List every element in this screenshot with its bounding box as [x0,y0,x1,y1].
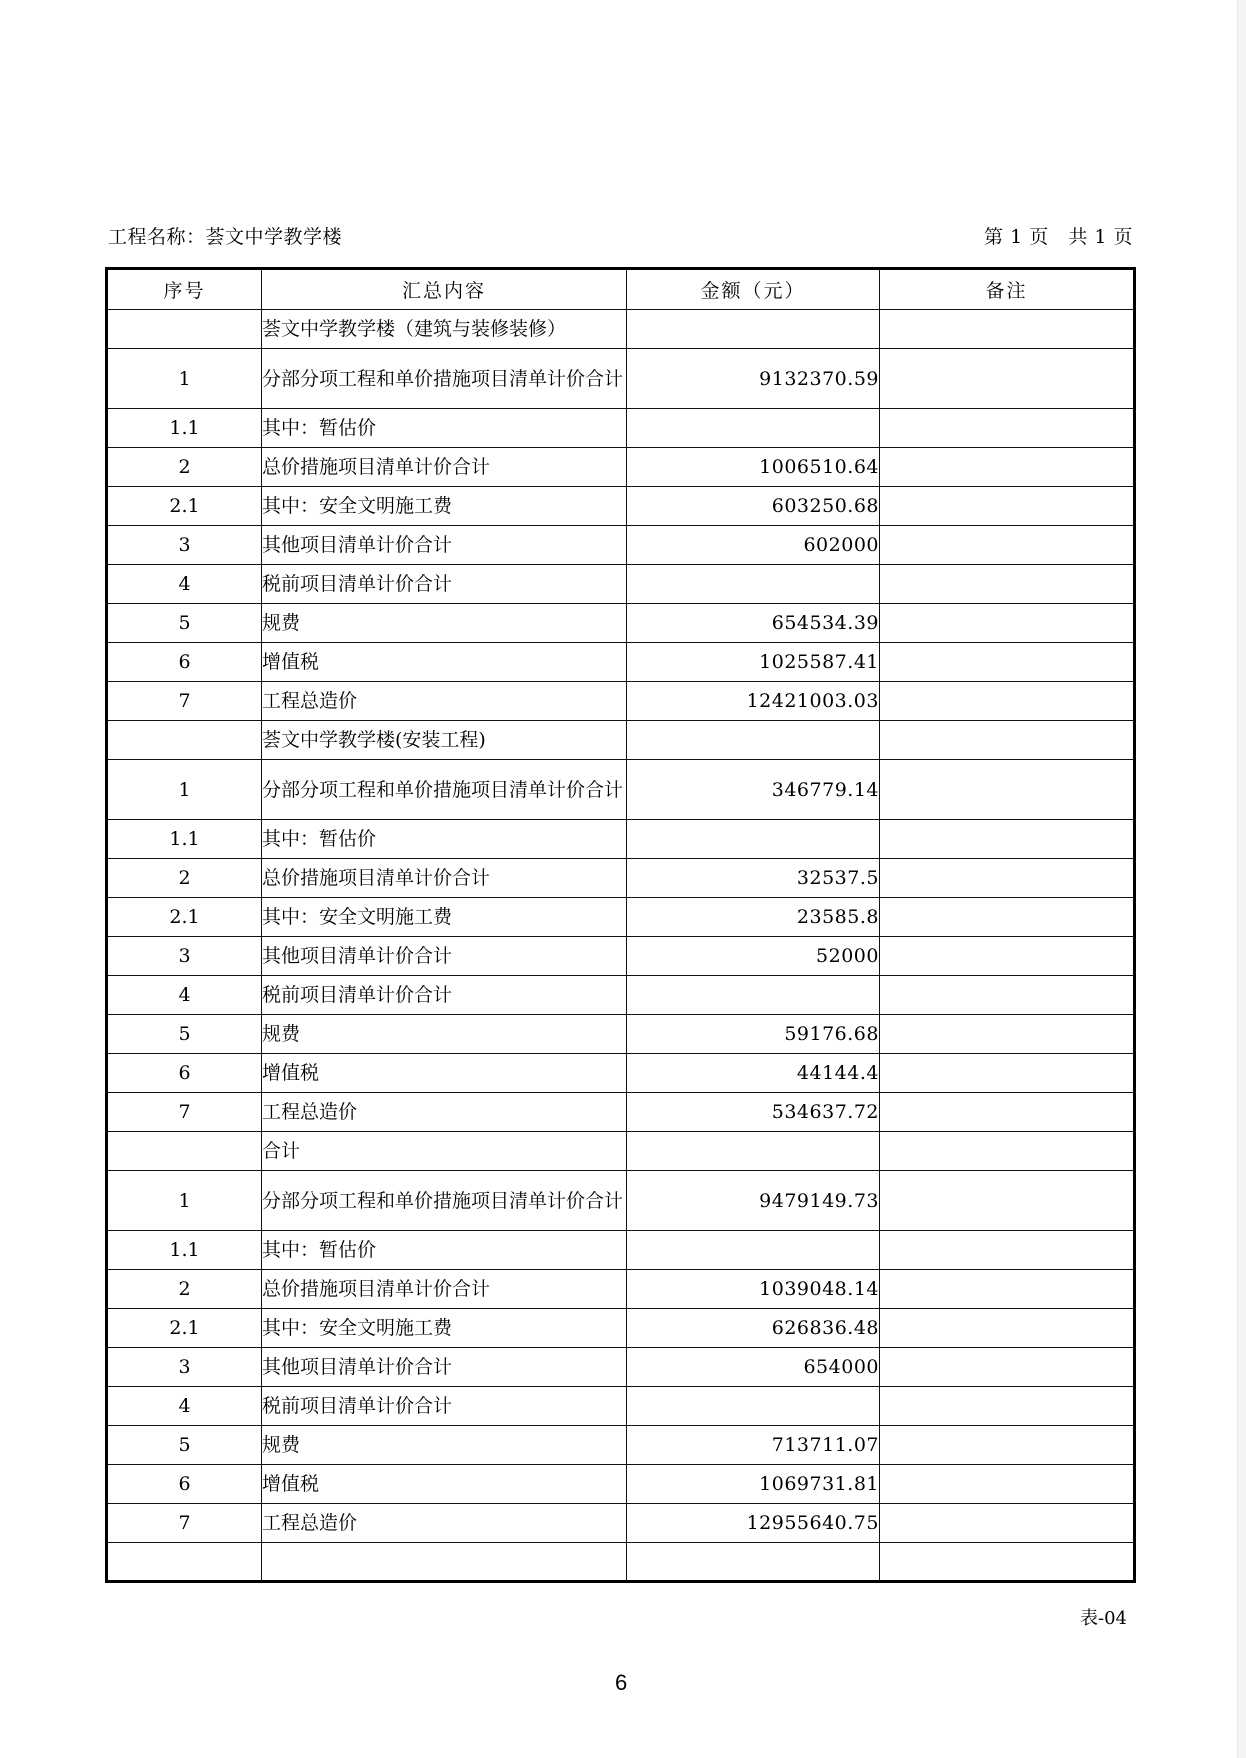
table-row [107,760,1135,820]
content-cell: 其中：暂估价 [262,409,627,448]
seq-cell: 5 [107,604,262,643]
seq-cell: 2.1 [107,487,262,526]
amount-cell: 9132370.59 [627,349,880,409]
seq-cell: 7 [107,1504,262,1543]
seq-cell: 7 [107,1093,262,1132]
table-row [107,1426,1135,1465]
remark-cell [880,976,1135,1015]
amount-cell: 59176.68 [627,1015,880,1054]
table-row [107,682,1135,721]
remark-cell [880,1348,1135,1387]
remark-cell [880,1426,1135,1465]
remark-cell [880,820,1135,859]
table-row [107,1231,1135,1270]
amount-cell: 534637.72 [627,1093,880,1132]
content-cell: 合计 [262,1132,627,1171]
remark-cell [880,349,1135,409]
remark-cell [880,1231,1135,1270]
remark-cell [880,1387,1135,1426]
seq-cell: 2.1 [107,898,262,937]
column-header-remark: 备注 [880,269,1135,310]
table-row [107,898,1135,937]
amount-cell: 1006510.64 [627,448,880,487]
remark-cell [880,409,1135,448]
amount-cell [627,721,880,760]
remark-cell [880,721,1135,760]
seq-cell: 1 [107,1171,262,1231]
column-header-seq: 序号 [107,269,262,310]
seq-cell: 1.1 [107,409,262,448]
remark-cell [880,682,1135,721]
seq-cell [107,1132,262,1171]
remark-cell [880,859,1135,898]
column-header-amount: 金额（元） [627,269,880,310]
table-row [107,1387,1135,1426]
remark-cell [880,526,1135,565]
amount-cell: 12421003.03 [627,682,880,721]
content-cell: 规费 [262,604,627,643]
content-cell: 其中：安全文明施工费 [262,898,627,937]
seq-cell: 4 [107,1387,262,1426]
content-cell: 其中：暂估价 [262,820,627,859]
remark-cell [880,565,1135,604]
table-row [107,721,1135,760]
content-cell: 总价措施项目清单计价合计 [262,859,627,898]
content-cell: 税前项目清单计价合计 [262,1387,627,1426]
table-row [107,1093,1135,1132]
table-row [107,349,1135,409]
seq-cell: 5 [107,1015,262,1054]
seq-cell: 3 [107,526,262,565]
seq-cell: 2 [107,859,262,898]
amount-cell: 626836.48 [627,1309,880,1348]
remark-cell [880,898,1135,937]
table-row [107,1054,1135,1093]
table-row [107,1270,1135,1309]
content-cell: 规费 [262,1015,627,1054]
remark-cell [880,448,1135,487]
table-row [107,643,1135,682]
amount-cell: 346779.14 [627,760,880,820]
table-row [107,820,1135,859]
table-header-row [107,269,1135,310]
content-cell: 工程总造价 [262,1093,627,1132]
seq-cell: 7 [107,682,262,721]
form-code: 表-04 [1080,1608,1127,1629]
table-row [107,448,1135,487]
page-edge [1237,0,1246,1758]
remark-cell [880,1543,1135,1582]
content-cell: 荟文中学教学楼（建筑与装修装修） [262,310,627,349]
seq-cell: 1.1 [107,820,262,859]
amount-cell [627,1543,880,1582]
column-header-content: 汇总内容 [262,269,627,310]
amount-cell [627,820,880,859]
table-row [107,565,1135,604]
remark-cell [880,1171,1135,1231]
content-cell: 工程总造价 [262,682,627,721]
seq-cell: 5 [107,1426,262,1465]
seq-cell: 2.1 [107,1309,262,1348]
table-row [107,409,1135,448]
remark-cell [880,643,1135,682]
content-cell: 其中：暂估价 [262,1231,627,1270]
content-cell: 总价措施项目清单计价合计 [262,1270,627,1309]
seq-cell: 6 [107,643,262,682]
content-cell: 其中：安全文明施工费 [262,487,627,526]
amount-cell: 9479149.73 [627,1171,880,1231]
remark-cell [880,1270,1135,1309]
content-cell: 税前项目清单计价合计 [262,976,627,1015]
amount-cell: 12955640.75 [627,1504,880,1543]
amount-cell [627,1231,880,1270]
content-cell: 税前项目清单计价合计 [262,565,627,604]
content-cell: 分部分项工程和单价措施项目清单计价合计 [262,349,627,409]
seq-cell: 1.1 [107,1231,262,1270]
amount-cell: 603250.68 [627,487,880,526]
page-number: 6 [615,1670,628,1695]
seq-cell: 1 [107,349,262,409]
seq-cell: 6 [107,1054,262,1093]
content-cell: 增值税 [262,643,627,682]
amount-cell [627,976,880,1015]
table-row [107,310,1135,349]
content-cell: 规费 [262,1426,627,1465]
seq-cell: 3 [107,1348,262,1387]
remark-cell [880,1504,1135,1543]
table-row [107,1504,1135,1543]
content-cell: 工程总造价 [262,1504,627,1543]
remark-cell [880,604,1135,643]
content-cell: 其中：安全文明施工费 [262,1309,627,1348]
amount-cell: 52000 [627,937,880,976]
amount-cell [627,1387,880,1426]
remark-cell [880,937,1135,976]
table-row [107,1132,1135,1171]
amount-cell: 602000 [627,526,880,565]
amount-cell: 32537.5 [627,859,880,898]
amount-cell [627,565,880,604]
content-cell: 总价措施项目清单计价合计 [262,448,627,487]
content-cell: 分部分项工程和单价措施项目清单计价合计 [262,760,627,820]
seq-cell [107,310,262,349]
table-row [107,1171,1135,1231]
table-row [107,1015,1135,1054]
remark-cell [880,310,1135,349]
seq-cell: 6 [107,1465,262,1504]
content-cell: 荟文中学教学楼(安装工程) [262,721,627,760]
remark-cell [880,760,1135,820]
seq-cell: 2 [107,1270,262,1309]
remark-cell [880,1309,1135,1348]
amount-cell: 1069731.81 [627,1465,880,1504]
seq-cell: 2 [107,448,262,487]
table-row [107,604,1135,643]
amount-cell [627,1132,880,1171]
amount-cell: 713711.07 [627,1426,880,1465]
content-cell: 增值税 [262,1465,627,1504]
amount-cell [627,409,880,448]
table-row [107,1309,1135,1348]
remark-cell [880,487,1135,526]
table-row [107,1465,1135,1504]
content-cell: 其他项目清单计价合计 [262,937,627,976]
remark-cell [880,1465,1135,1504]
project-name: 工程名称：荟文中学教学楼 [108,226,343,248]
seq-cell: 4 [107,565,262,604]
amount-cell [627,310,880,349]
content-cell: 增值税 [262,1054,627,1093]
table-row [107,1348,1135,1387]
remark-cell [880,1132,1135,1171]
cost-summary-table [105,267,1136,1583]
seq-cell: 3 [107,937,262,976]
table-row [107,859,1135,898]
table-row [107,976,1135,1015]
seq-cell: 1 [107,760,262,820]
amount-cell: 654000 [627,1348,880,1387]
content-cell: 其他项目清单计价合计 [262,526,627,565]
content-cell: 其他项目清单计价合计 [262,1348,627,1387]
seq-cell [107,1543,262,1582]
table-row [107,1543,1135,1582]
amount-cell: 1025587.41 [627,643,880,682]
amount-cell: 1039048.14 [627,1270,880,1309]
table-row [107,526,1135,565]
seq-cell: 4 [107,976,262,1015]
content-cell: 分部分项工程和单价措施项目清单计价合计 [262,1171,627,1231]
remark-cell [880,1054,1135,1093]
content-cell [262,1543,627,1582]
amount-cell: 23585.8 [627,898,880,937]
remark-cell [880,1093,1135,1132]
remark-cell [880,1015,1135,1054]
page-info: 第 1 页 共 1 页 [984,226,1133,248]
amount-cell: 654534.39 [627,604,880,643]
table-row [107,937,1135,976]
amount-cell: 44144.4 [627,1054,880,1093]
seq-cell [107,721,262,760]
table-row [107,487,1135,526]
